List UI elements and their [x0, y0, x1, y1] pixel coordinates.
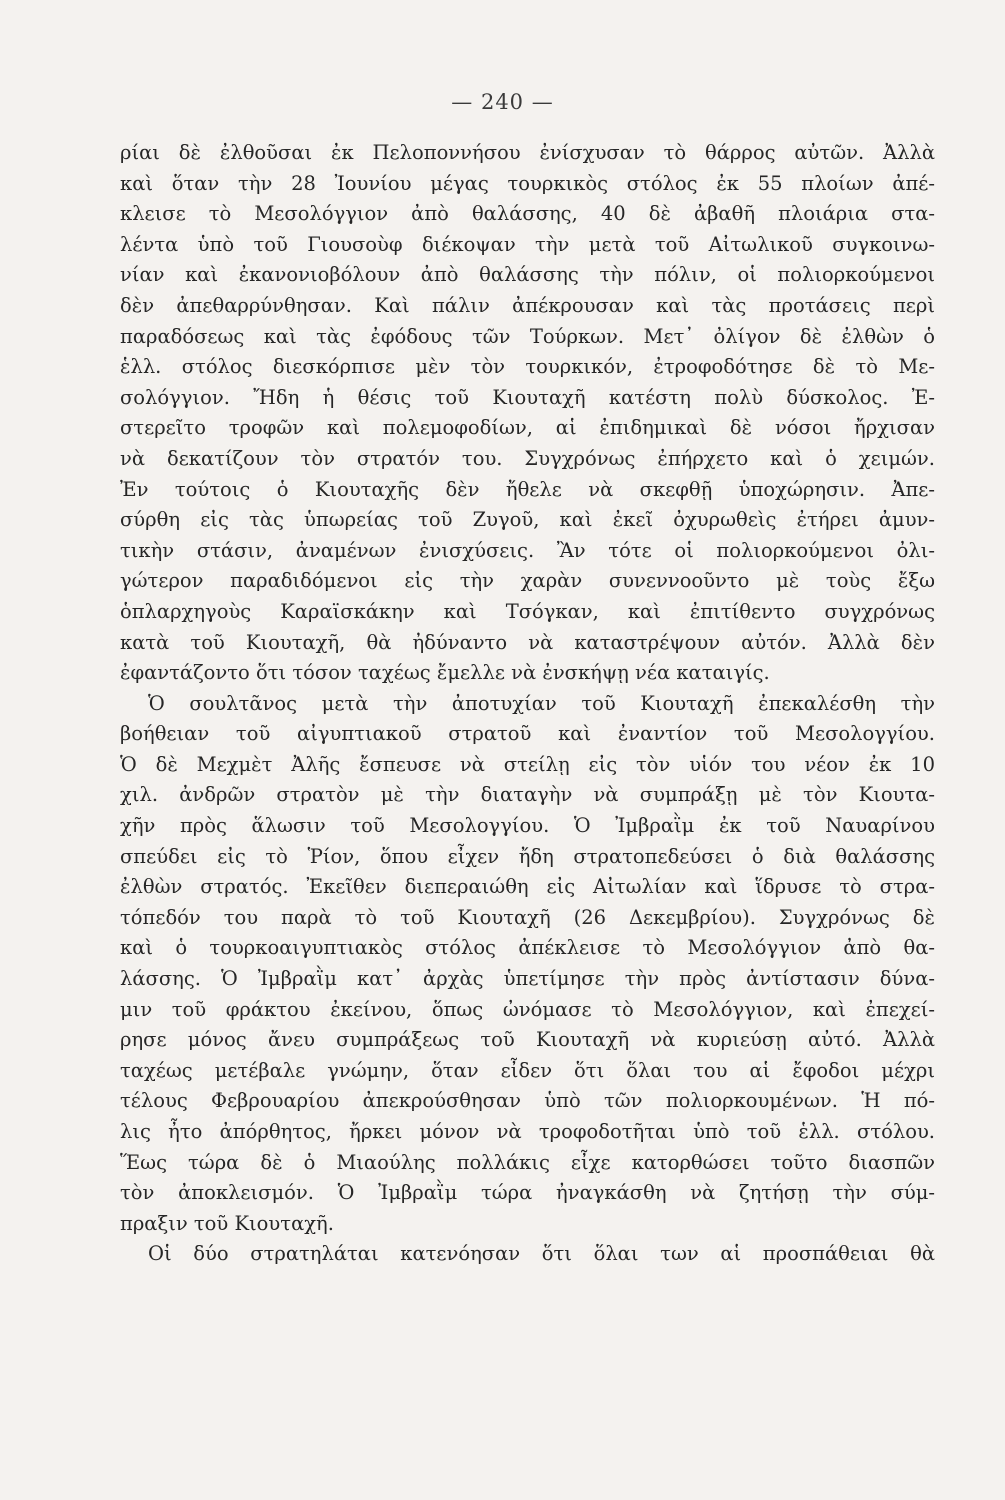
- text-line: μιν τοῦ φράκτου ἐκείνου, ὅπως ὠνόμασε τὸ Μεσολόγγιον, καὶ ἐπεχεί-: [120, 997, 935, 1021]
- text-line: ρησε μόνος ἄνευ συμπράξεως τοῦ Κιουταχῆ νὰ κυριεύσῃ αὐτό. Ἀλλὰ: [120, 1028, 935, 1052]
- text-line: λάσσης. Ὁ Ἰμβραῒμ κατ᾽ ἀρχὰς ὑπετίμησε τὴν πρὸς ἀντίστασιν δύνα-: [120, 967, 935, 991]
- text-line: καὶ ὁ τουρκοαιγυπτιακὸς στόλος ἀπέκλεισε τὸ Μεσολόγγιον ἀπὸ θα-: [120, 936, 935, 960]
- text-line: Ἐν τούτοις ὁ Κιουταχῆς δὲν ἤθελε νὰ σκεφθῇ ὑποχώρησιν. Ἀπε-: [120, 477, 935, 501]
- text-line: Ὁ σουλτᾶνος μετὰ τὴν ἀποτυχίαν τοῦ Κιουταχῆ ἐπεκαλέσθη τὴν: [148, 691, 935, 715]
- text-line: νίαν καὶ ἐκανονιοβόλουν ἀπὸ θαλάσσης τὴν πόλιν, οἱ πολιορκούμενοι: [120, 263, 935, 287]
- body-text: [120, 138, 935, 1270]
- text-line: ταχέως μετέβαλε γνώμην, ὅταν εἶδεν ὅτι ὅλαι του αἱ ἔφοδοι μέχρι: [120, 1058, 935, 1082]
- text-line: ἐφαντάζοντο ὅτι τόσον ταχέως ἔμελλε νὰ ἐνσκήψῃ νέα καταιγίς.: [120, 661, 770, 685]
- text-line: Ἕως τώρα δὲ ὁ Μιαούλης πολλάκις εἶχε κατορθώσει τοῦτο διασπῶν: [120, 1150, 935, 1174]
- text-line: ρίαι δὲ ἐλθοῦσαι ἐκ Πελοποννήσου ἐνίσχυσαν τὸ θάρρος αὐτῶν. Ἀλλὰ: [120, 141, 935, 164]
- text-line: χιλ. ἀνδρῶν στρατὸν μὲ τὴν διαταγὴν νὰ συμπράξῃ μὲ τὸν Κιουτα-: [120, 783, 935, 807]
- text-line: τόπεδόν του παρὰ τὸ τοῦ Κιουταχῆ (26 Δεκεμβρίου). Συγχρόνως δὲ: [120, 905, 935, 929]
- text-line: παραδόσεως καὶ τὰς ἐφόδους τῶν Τούρκων. Μετ᾽ ὀλίγον δὲ ἐλθὼν ὁ: [120, 324, 935, 348]
- text-line: τέλους Φεβρουαρίου ἀπεκρούσθησαν ὑπὸ τῶν πολιορκουμένων. Ἡ πό-: [120, 1089, 935, 1113]
- text-line: σολόγγιον. Ἤδη ἡ θέσις τοῦ Κιουταχῆ κατέστη πολὺ δύσκολος. Ἐ-: [120, 385, 935, 409]
- text-line: βοήθειαν τοῦ αἰγυπτιακοῦ στρατοῦ καὶ ἐναντίον τοῦ Μεσολογγίου.: [120, 722, 935, 746]
- text-line: λις ἦτο ἀπόρθητος, ἤρκει μόνον νὰ τροφοδοτῆται ὑπὸ τοῦ ἑλλ. στόλου.: [120, 1120, 935, 1143]
- text-line: κλεισε τὸ Μεσολόγγιον ἀπὸ θαλάσσης, 40 δὲ ἀβαθῆ πλοιάρια στα-: [120, 202, 935, 226]
- text-line: λέντα ὑπὸ τοῦ Γιουσοὺφ διέκοψαν τὴν μετὰ τοῦ Αἰτωλικοῦ συγκοινω-: [120, 232, 935, 256]
- text-line: Ὁ δὲ Μεχμὲτ Ἀλῆς ἔσπευσε νὰ στείλῃ εἰς τὸν υἱόν του νέον ἐκ 10: [120, 752, 935, 776]
- text-line: πραξιν τοῦ Κιουταχῆ.: [120, 1211, 334, 1235]
- text-line: ἑλλ. στόλος διεσκόρπισε μὲν τὸν τουρκικόν, ἐτροφοδότησε δὲ τὸ Με-: [120, 355, 935, 379]
- text-line: σύρθη εἰς τὰς ὑπωρείας τοῦ Ζυγοῦ, καὶ ἐκεῖ ὀχυρωθεὶς ἐτήρει ἀμυν-: [120, 508, 935, 532]
- text-line: δὲν ἀπεθαρρύνθησαν. Καὶ πάλιν ἀπέκρουσαν καὶ τὰς προτάσεις περὶ: [120, 293, 935, 317]
- text-line: γώτερον παραδιδόμενοι εἰς τὴν χαρὰν συνεννοοῦντο μὲ τοὺς ἔξω: [120, 569, 935, 593]
- text-line: σπεύδει εἰς τὸ Ῥίον, ὅπου εἶχεν ἤδη στρατοπεδεύσει ὁ διὰ θαλάσσης: [120, 844, 935, 868]
- text-line: ὁπλαρχηγοὺς Καραϊσκάκην καὶ Τσόγκαν, καὶ ἐπιτίθεντο συγχρόνως: [120, 599, 935, 623]
- text-line: νὰ δεκατίζουν τὸν στρατόν του. Συγχρόνως ἐπήρχετο καὶ ὁ χειμών.: [120, 446, 935, 470]
- text-line: χῆν πρὸς ἅλωσιν τοῦ Μεσολογγίου. Ὁ Ἰμβραῒμ ἐκ τοῦ Ναυαρίνου: [120, 814, 935, 838]
- text-line: στερεῖτο τροφῶν καὶ πολεμοφοδίων, αἱ ἐπιδημικαὶ δὲ νόσοι ἤρχισαν: [120, 416, 935, 440]
- page-number: — 240 —: [451, 90, 554, 114]
- text-line: τὸν ἀποκλεισμόν. Ὁ Ἰμβραῒμ τώρα ἠναγκάσθη νὰ ζητήσῃ τὴν σύμ-: [120, 1181, 935, 1205]
- text-line: καὶ ὅταν τὴν 28 Ἰουνίου μέγας τουρκικὸς στόλος ἐκ 55 πλοίων ἀπέ-: [120, 171, 935, 195]
- text-line: τικὴν στάσιν, ἀναμένων ἐνισχύσεις. Ἂν τότε οἱ πολιορκούμενοι ὀλι-: [120, 538, 935, 562]
- text-line: κατὰ τοῦ Κιουταχῆ, θὰ ἠδύναντο νὰ καταστρέψουν αὐτόν. Ἀλλὰ δὲν: [120, 630, 935, 654]
- text-line: ἐλθὼν στρατός. Ἐκεῖθεν διεπεραιώθη εἰς Αἰτωλίαν καὶ ἵδρυσε τὸ στρα-: [120, 875, 935, 899]
- text-line: Οἱ δύο στρατηλάται κατενόησαν ὅτι ὅλαι των αἱ προσπάθειαι θὰ: [148, 1242, 935, 1266]
